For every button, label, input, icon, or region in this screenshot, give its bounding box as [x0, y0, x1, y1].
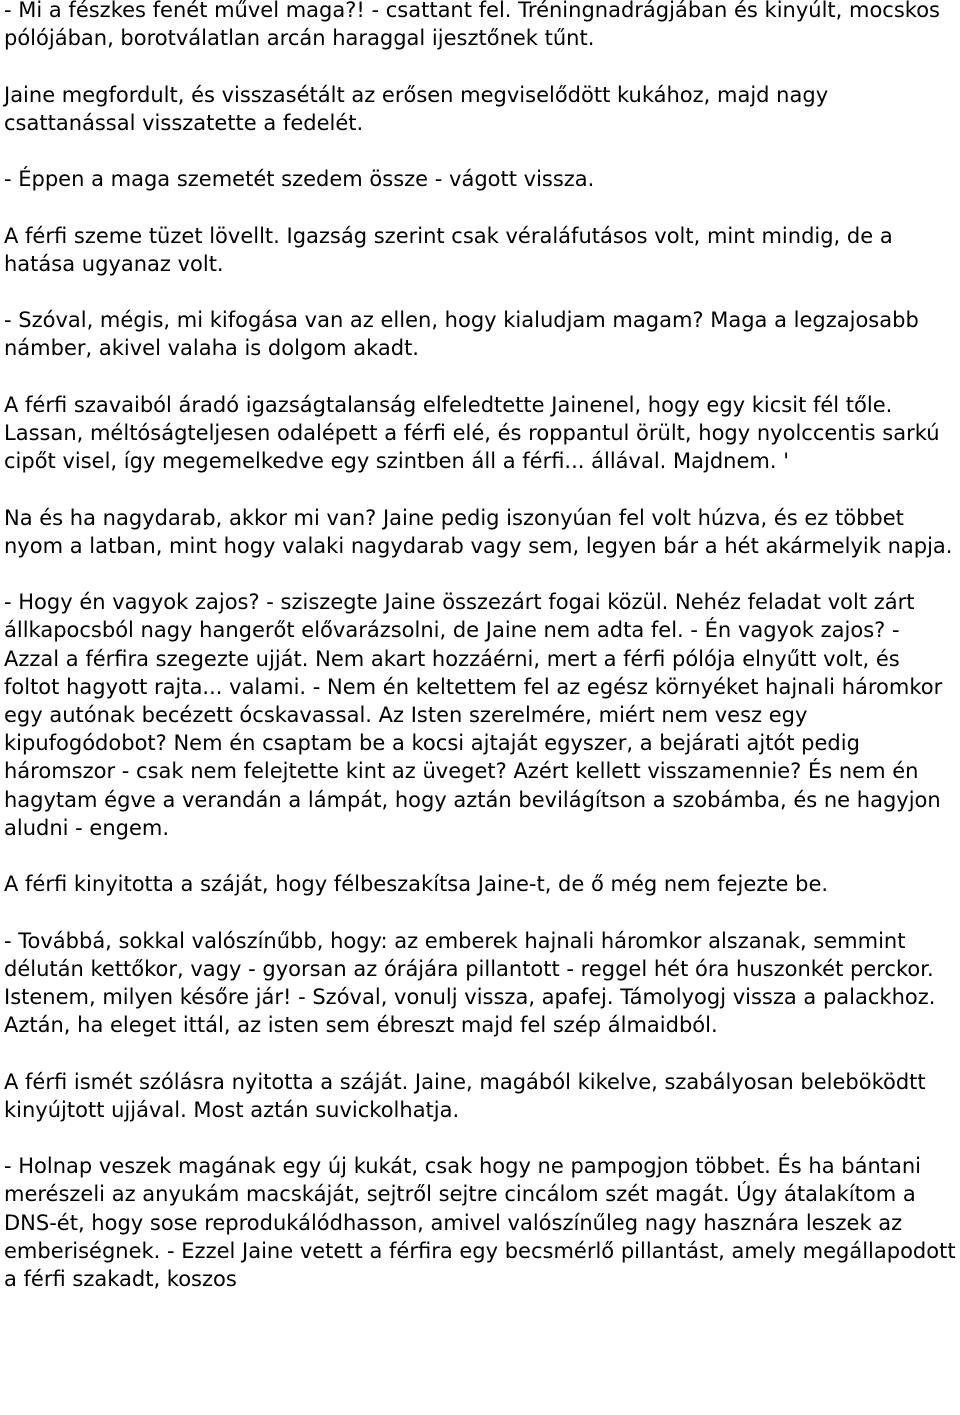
paragraph: - Hogy én vagyok zajos? - sziszegte Jaine összezárt fogai közül. Nehéz feladat volt zárt állkapocsból nagy hangerőt elővarázsolni, de Jaine nem adta fel. - Én vagyok zajos? - Azzal a férfira szegezte ujját. Nem akart hozzáérni, mert a férfi pólója elnyűtt volt, és foltot hagyott rajta... valami. - Nem én keltettem fel az egész környéket hajnali háromkor egy autónak becézett ócskavassal. Az Isten szerelmére, miért nem vesz egy kipufogódobot? Nem én csaptam be a kocsi ajtaját egyszer, a bejárati ajtót pedig háromszor - csak nem felejtette kint az üveget? Azért kellett visszamennie? És nem én hagytam égve a verandán a lámpát, hogy aztán bevilágítson a szobámba, és ne hagyjon aludni - engem. — [4, 590, 943, 840]
paragraph: - Szóval, mégis, mi kifogása van az ellen, hogy kialudjam magam? Maga a legzajosabb námber, akivel valaha is dolgom akadt. — [4, 308, 919, 361]
paragraph: - Éppen a maga szemetét szedem össze - vágott vissza. — [4, 167, 595, 192]
paragraph: A férfi szavaiból áradó igazságtalanság elfeledtette Jainenel, hogy egy kicsit fél tőle. Lassan, méltóságteljesen odalépett a férfi elé, és roppantul örült, hogy nyolccentis sarkú cipőt visel, így megemelkedve egy szintben áll a férfi... állával. Majdnem. ' — [4, 392, 940, 474]
paragraph: - Mi a fészkes fenét művel maga?! - csattant fel. Tréningnadrágjában és kinyúlt, mocskos pólójában, borotválatlan arcán haraggal ijesztőnek tűnt. — [4, 0, 940, 51]
paragraph: - Továbbá, sokkal valószínűbb, hogy: az emberek hajnali háromkor alszanak, semmint délután kettőkor, vagy - gyorsan az órájára pillantott - reggel hét óra huszonkét perckor. Istenem, milyen későre jár! - Szóval, vonulj vissza, apafej. Támolyogj vissza a palackhoz. Aztán, ha eleget ittál, az isten sem ébreszt majd fel szép álmaidból. — [4, 928, 936, 1038]
paragraph: A férfi szeme tüzet lövellt. Igazság szerint csak véraláfutásos volt, mint mindig, de a hatása ugyanaz volt. — [4, 223, 893, 276]
document-page — [4, 0, 960, 1293]
paragraph: Jaine megfordult, és visszasétált az erősen megviselődött kukához, majd nagy csattanással visszatette a fedelét. — [4, 82, 829, 135]
paragraph: A férfi kinyitotta a száját, hogy félbeszakítsa Jaine-t, de ő még nem fejezte be. — [4, 872, 829, 897]
paragraph: Na és ha nagydarab, akkor mi van? Jaine pedig iszonyúan fel volt húzva, és ez többet nyom a latban, mint hogy valaki nagydarab vagy sem, legyen bár a hét akármelyik napja. — [4, 505, 953, 558]
paragraph: - Holnap veszek magának egy új kukát, csak hogy ne pampogjon többet. És ha bántani merészeli az anyukám macskáját, sejtről sejtre cincálom szét magát. Úgy átalakítom a DNS-ét, hogy sose reprodukálódhasson, amivel valószínűleg nagy hasznára leszek az emberiségnek. - Ezzel Jaine vetett a férfira egy becsmérlő pillantást, amely megállapodott a férfi szakadt, koszos — [4, 1154, 956, 1291]
paragraph: A férfi ismét szólásra nyitotta a száját. Jaine, magából kikelve, szabályosan beleböködtt kinyújtott ujjával. Most aztán suvickolhatja. — [4, 1069, 926, 1122]
